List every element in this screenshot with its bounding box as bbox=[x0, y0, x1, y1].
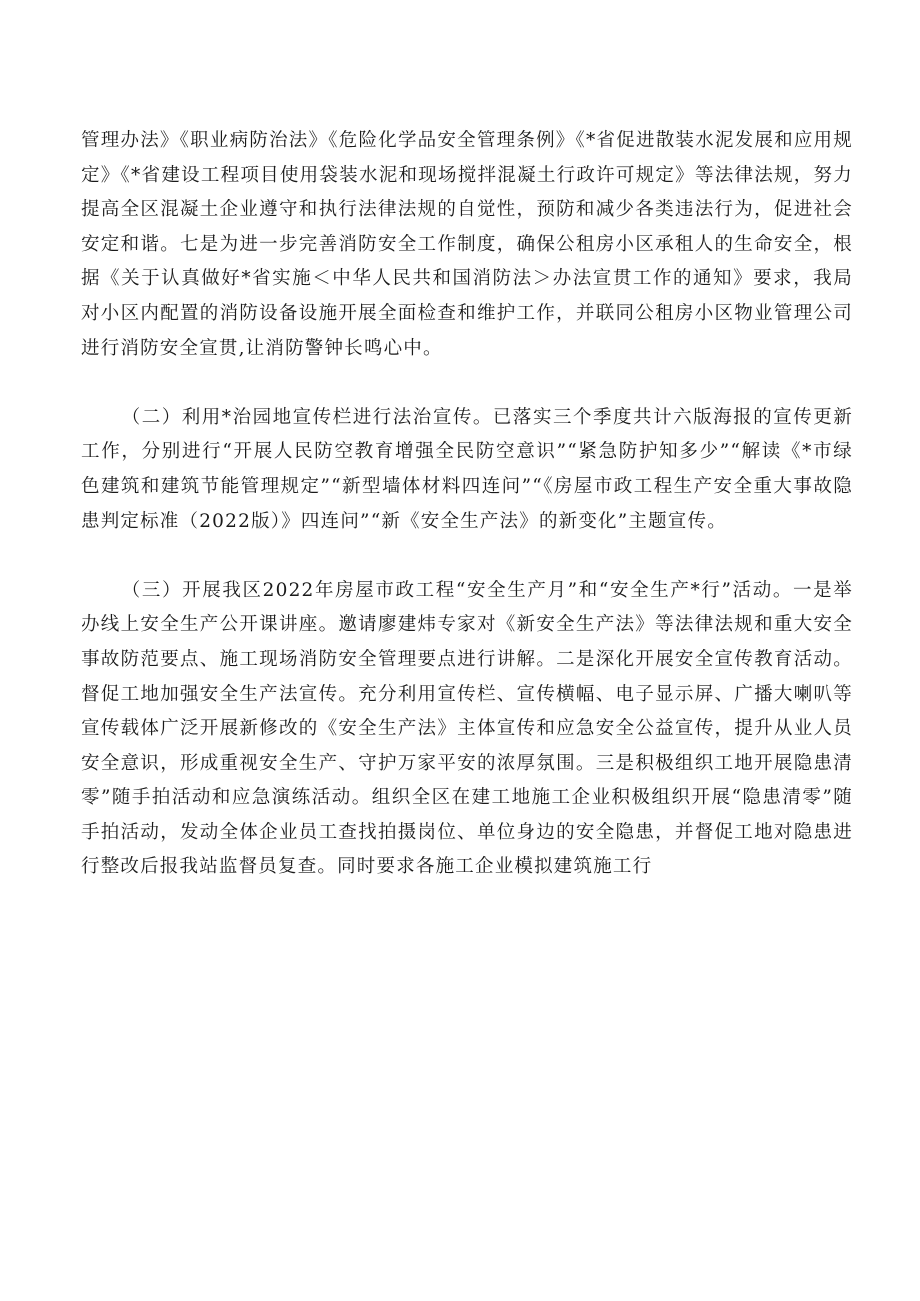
document-body bbox=[81, 124, 853, 885]
paragraph-bulletin-board-publicity: （二）利用*治园地宣传栏进行法治宣传。已落实三个季度共计六版海报的宣传更新工作，分别进行“开展人民防空教育增强全民防空意识”“紧急防护知多少”“解读《*市绿色建筑和建筑节能管理规定”“新型墙体材料四连问”“《房屋市政工程生产安全重大事故隐患判定标准（2022版）》四连问”“新《安全生产法》的新变化”主题宣传。 bbox=[81, 406, 853, 532]
paragraph-safety-month-activities: （三）开展我区2022年房屋市政工程“安全生产月”和“安全生产*行”活动。一是举办线上安全生产公开课讲座。邀请廖建炜专家对《新安全生产法》等法律法规和重大安全事故防范要点、施工现场消防安全管理要点进行讲解。二是深化开展安全宣传教育活动。督促工地加强安全生产法宣传。充分利用宣传栏、宣传横幅、电子显示屏、广播大喇叭等宣传载体广泛开展新修改的《安全生产法》主体宣传和应急安全公益宣传，提升从业人员安全意识，形成重视安全生产、守护万家平安的浓厚氛围。三是积极组织工地开展隐患清零”随手拍活动和应急演练活动。组织全区在建工地施工企业积极组织开展“隐患清零”随手拍活动，发动全体企业员工查找拍摄岗位、单位身边的安全隐患，并督促工地对隐患进行整改后报我站监督员复查。同时要求各施工企业模拟建筑施工行 bbox=[81, 579, 853, 878]
paragraph-regulations-continued: 管理办法》《职业病防治法》《危险化学品安全管理条例》《*省促进散装水泥发展和应用规定》《*省建设工程项目使用袋装水泥和现场搅拌混凝土行政许可规定》等法律法规，努力提高全区混凝土企业遵守和执行法律法规的自觉性，预防和减少各类违法行为，促进社会安定和谐。七是为进一步完善消防安全工作制度，确保公租房小区承租人的生命安全，根据《关于认真做好*省实施＜中华人民共和国消防法＞办法宣贯工作的通知》要求，我局对小区内配置的消防设备设施开展全面检查和维护工作，并联同公租房小区物业管理公司进行消防安全宣贯,让消防警钟长鸣心中。 bbox=[81, 130, 853, 359]
